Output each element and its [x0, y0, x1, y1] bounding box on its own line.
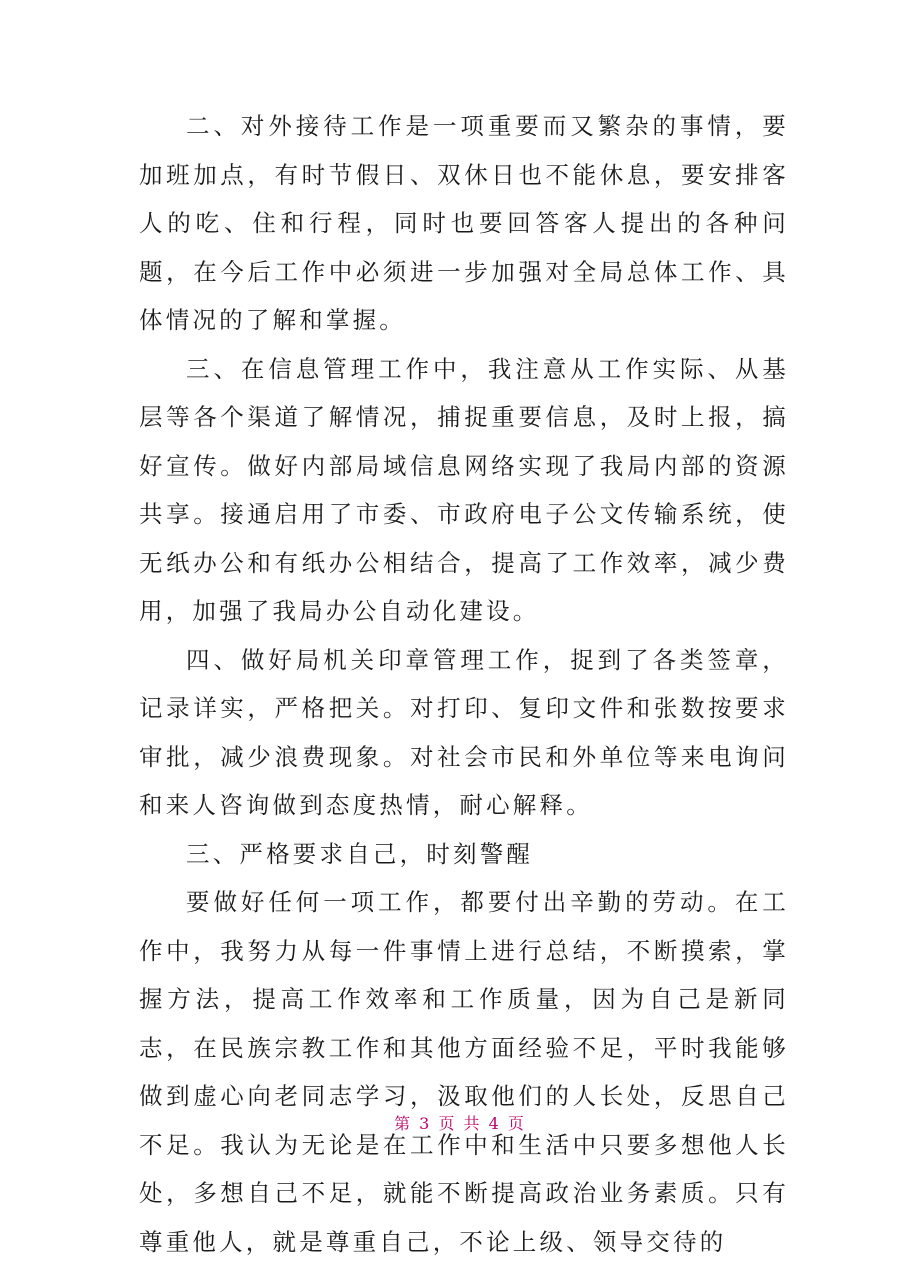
document-body: [139, 102, 789, 1266]
section-heading-self-discipline: 三、严格要求自己，时刻警醒: [186, 839, 534, 868]
page-number-footer: 第 3 页 共 4 页: [394, 1114, 526, 1133]
paragraph-seal-management: 四、做好局机关印章管理工作，捉到了各类签章，记录详实，严格把关。对打印、复印文件和张数按要求审批，减少浪费现象。对社会市民和外单位等来电询问和来人咨询做到态度热情，耐心解释。: [139, 645, 789, 819]
paragraph-reception-work: 二、对外接待工作是一项重要而又繁杂的事情，要加班加点，有时节假日、双休日也不能休息，要安排客人的吃、住和行程，同时也要回答客人提出的各种问题，在今后工作中必须进一步加强对全局总体工作、具体情况的了解和掌握。: [139, 112, 789, 334]
paragraph-information-management: 三、在信息管理工作中，我注意从工作实际、从基层等各个渠道了解情况，捕捉重要信息，及时上报，搞好宣传。做好内部局域信息网络实现了我局内部的资源共享。接通启用了市委、市政府电子公文传输系统，使无纸办公和有纸办公相结合，提高了工作效率，减少费用，加强了我局办公自动化建设。: [139, 354, 789, 625]
paragraph-hard-work: 要做好任何一项工作，都要付出辛勤的劳动。在工作中，我努力从每一件事情上进行总结，不断摸索，掌握方法，提高工作效率和工作质量，因为自己是新同志，在民族宗教工作和其他方面经验不足，平时我能够做到虚心向老同志学习，汲取他们的人长处，反思自己不足。我认为无论是在工作中和生活中只要多想他人长处，多想自己不足，就能不断提高政治业务素质。只有尊重他人，就是尊重自己，不论上级、领导交待的: [139, 888, 789, 1256]
